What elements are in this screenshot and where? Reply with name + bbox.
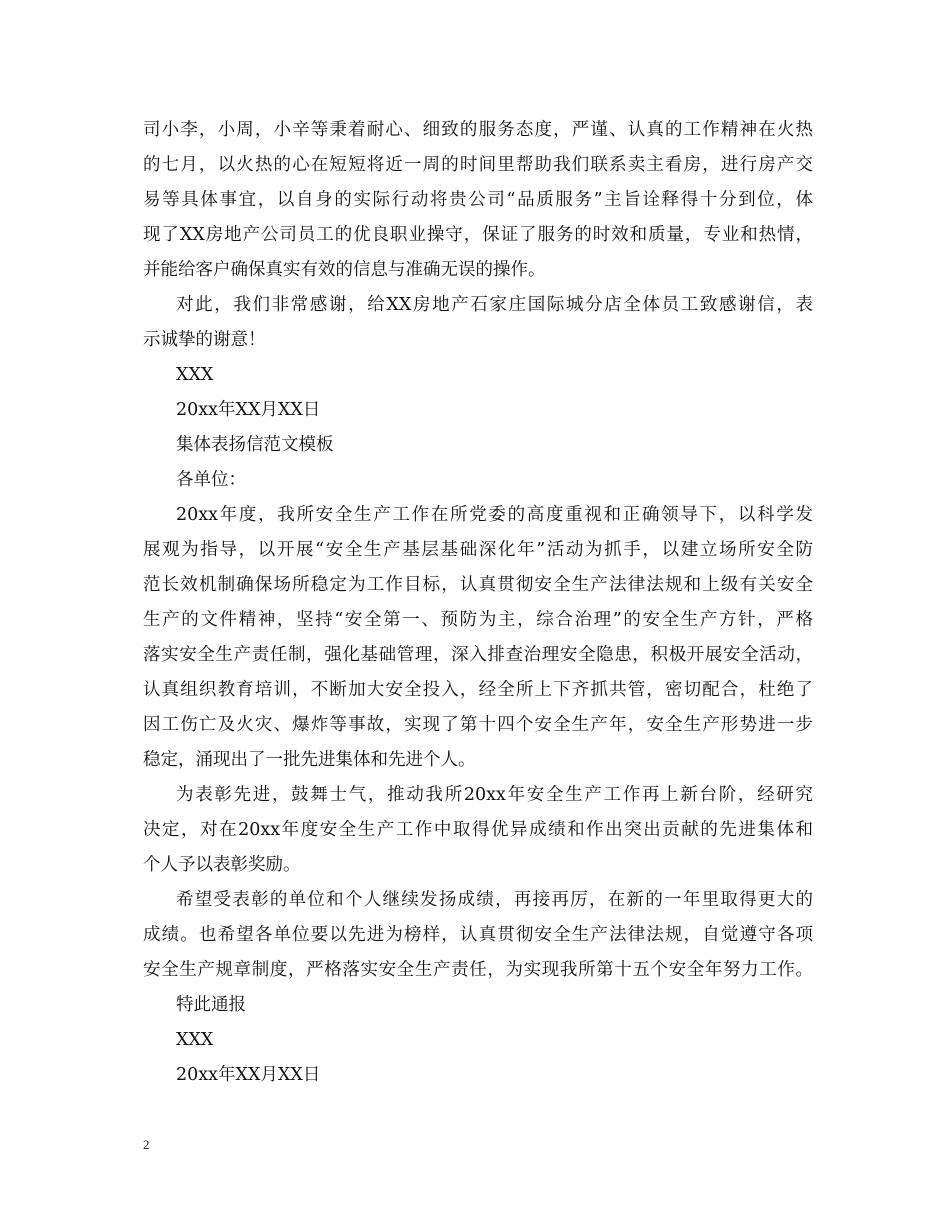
section-title: 集体表扬信范文模板 bbox=[176, 435, 334, 455]
document-body bbox=[143, 113, 813, 1093]
body-line: 易等具体事宜，以自身的实际行动将贵公司“品质服务”主旨诠释得十分到位，体 bbox=[143, 190, 813, 210]
body-line: 稳定，涌现出了一批先进集体和先进个人。 bbox=[143, 750, 476, 770]
closing-line: 特此通报 bbox=[176, 995, 246, 1015]
body-line: 成绩。也希望各单位要以先进为榜样，认真贯彻安全生产法律法规，自觉遵守各项 bbox=[143, 925, 813, 945]
signature-date: 20xx年XX月XX日 bbox=[176, 400, 321, 420]
body-line: 认真组织教育培训，不断加大安全投入，经全所上下齐抓共管，密切配合，杜绝了 bbox=[143, 680, 813, 700]
body-line: 安全生产规章制度，严格落实安全生产责任，为实现我所第十五个安全年努力工作。 bbox=[143, 960, 813, 980]
salutation: 各单位： bbox=[176, 470, 246, 490]
body-line: 并能给客户确保真实有效的信息与准确无误的操作。 bbox=[143, 260, 546, 280]
body-line: 20xx年度，我所安全生产工作在所党委的高度重视和正确领导下，以科学发 bbox=[176, 505, 813, 525]
body-line: 示诚挚的谢意！ bbox=[143, 330, 266, 350]
body-line: 决定，对在20xx年度安全生产工作中取得优异成绩和作出突出贡献的先进集体和 bbox=[143, 820, 813, 840]
page-number: 2 bbox=[143, 1137, 150, 1152]
body-line: 现了XX房地产公司员工的优良职业操守，保证了服务的时效和质量，专业和热情， bbox=[143, 225, 813, 245]
body-line: 司小李，小周，小辛等秉着耐心、细致的服务态度，严谨、认真的工作精神在火热 bbox=[143, 120, 813, 140]
body-line: 对此，我们非常感谢，给XX房地产石家庄国际城分店全体员工致感谢信，表 bbox=[176, 295, 813, 315]
body-line: 希望受表彰的单位和个人继续发扬成绩，再接再厉，在新的一年里取得更大的 bbox=[176, 890, 813, 910]
body-line: 因工伤亡及火灾、爆炸等事故，实现了第十四个安全生产年，安全生产形势进一步 bbox=[143, 715, 813, 735]
body-line: 生产的文件精神，坚持“安全第一、预防为主，综合治理”的安全生产方针，严格 bbox=[143, 610, 813, 630]
signature-date: 20xx年XX月XX日 bbox=[176, 1065, 321, 1085]
signature-name: XXX bbox=[176, 365, 214, 385]
body-line: 为表彰先进，鼓舞士气，推动我所20xx年安全生产工作再上新台阶，经研究 bbox=[176, 785, 813, 805]
signature-name: XXX bbox=[176, 1030, 214, 1050]
body-line: 的七月，以火热的心在短短将近一周的时间里帮助我们联系卖主看房，进行房产交 bbox=[143, 155, 813, 175]
body-line: 范长效机制确保场所稳定为工作目标，认真贯彻安全生产法律法规和上级有关安全 bbox=[143, 575, 813, 595]
body-line: 个人予以表彰奖励。 bbox=[143, 855, 301, 875]
body-line: 落实安全生产责任制，强化基础管理，深入排查治理安全隐患，积极开展安全活动， bbox=[143, 645, 813, 665]
body-line: 展观为指导，以开展“安全生产基层基础深化年”活动为抓手，以建立场所安全防 bbox=[143, 540, 813, 560]
